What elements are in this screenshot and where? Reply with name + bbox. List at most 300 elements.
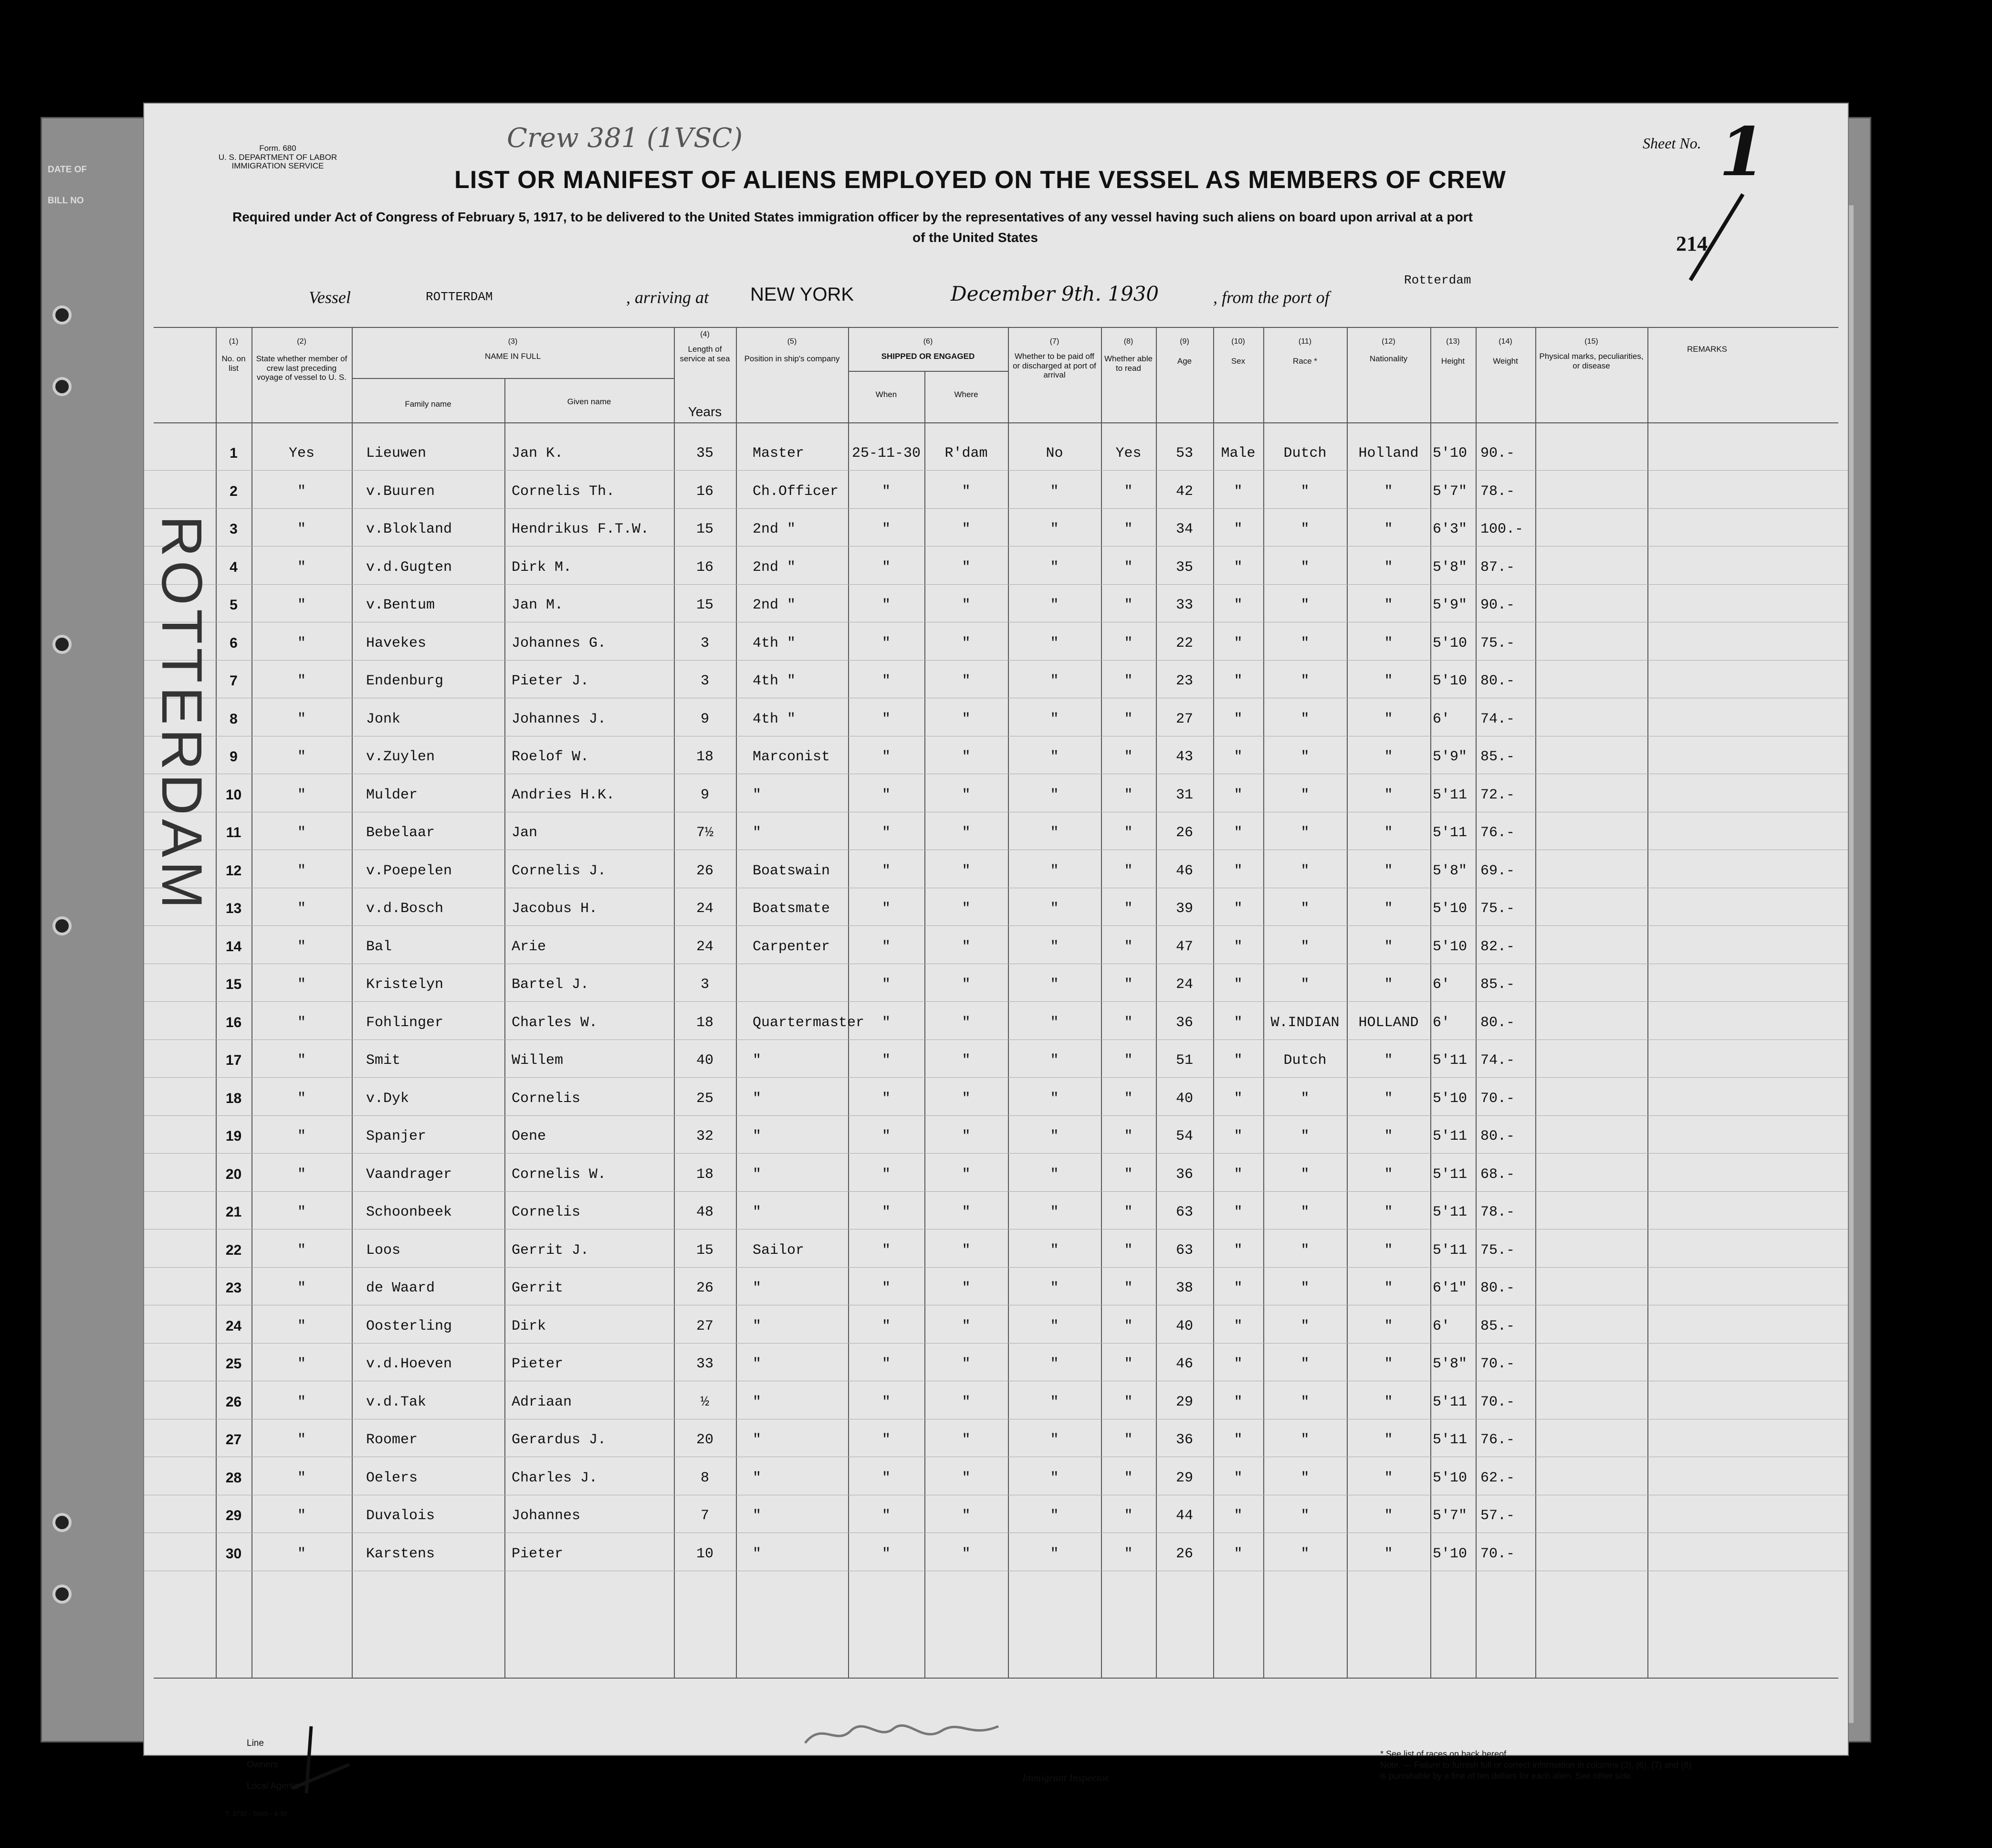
cell-position: Carpenter xyxy=(753,938,830,955)
cell-position: " xyxy=(753,1052,762,1069)
cell-race: " xyxy=(1300,1280,1310,1296)
cell-position: " xyxy=(753,787,762,803)
table-row xyxy=(144,1306,1848,1344)
col-header-no: No. on list xyxy=(221,354,246,373)
cell-weight: 76.- xyxy=(1480,825,1515,841)
cell-age: 44 xyxy=(1175,1508,1193,1524)
footer-note-failure: Note. — Failure to furnish full or correct information in columns (3), (6), (7) and (8) xyxy=(1380,1760,1692,1770)
cell-when: " xyxy=(881,1090,891,1107)
cell-weight: 80.- xyxy=(1480,1014,1515,1031)
table-row xyxy=(144,888,1848,926)
cell-years: 40 xyxy=(696,1052,713,1069)
punch-hole xyxy=(52,1513,72,1532)
cell-years: 48 xyxy=(696,1204,713,1220)
handwritten-annotation: Crew 381 (1VSC) xyxy=(507,123,743,154)
cell-no: 15 xyxy=(225,976,242,992)
cell-age: 42 xyxy=(1175,483,1193,500)
vessel-name: ROTTERDAM xyxy=(426,290,493,304)
cell-no: 3 xyxy=(230,521,238,537)
cell-where: " xyxy=(962,1204,971,1220)
cell-age: 22 xyxy=(1175,635,1193,651)
cell-height: 5'11 xyxy=(1433,1432,1468,1448)
cell-height: 5'11 xyxy=(1433,1052,1468,1069)
cell-race: " xyxy=(1300,1090,1310,1107)
cell-family: Oosterling xyxy=(366,1318,452,1334)
cell-where: " xyxy=(962,635,971,651)
cell-position: " xyxy=(753,1090,762,1107)
cell-where: " xyxy=(962,825,971,841)
cell-family: v.Dyk xyxy=(366,1090,409,1107)
cell-where: " xyxy=(962,1128,971,1144)
cell-age: 33 xyxy=(1175,597,1193,613)
cell-family: Endenburg xyxy=(366,673,444,689)
punch-hole xyxy=(52,1585,72,1604)
table-row xyxy=(144,433,1848,471)
cell-given: Roelof W. xyxy=(512,749,589,765)
cell-no: 14 xyxy=(225,938,242,955)
cell-years: 18 xyxy=(696,749,713,765)
cell-nat: " xyxy=(1384,1052,1393,1069)
manifest-title: LIST OR MANIFEST OF ALIENS EMPLOYED ON THE VESSEL AS MEMBERS OF CREW xyxy=(454,166,1506,194)
cell-no: 28 xyxy=(225,1470,242,1486)
cell-age: 31 xyxy=(1175,787,1193,803)
col-header-sex: Sex xyxy=(1231,357,1246,366)
cell-race: " xyxy=(1300,1166,1310,1183)
cell-paid: " xyxy=(1050,825,1059,841)
cell-read: " xyxy=(1124,749,1133,765)
inspector-label: Immigrant Inspector. xyxy=(1022,1772,1111,1784)
cell-race: " xyxy=(1300,1242,1310,1259)
cell-given: Cornelis Th. xyxy=(512,483,615,500)
side-label-bill: BILL NO xyxy=(48,196,84,206)
cell-read: " xyxy=(1124,559,1133,576)
cell-prev: " xyxy=(297,1508,306,1524)
cell-years: 20 xyxy=(696,1432,713,1448)
cell-prev: " xyxy=(297,1356,306,1372)
cell-read: " xyxy=(1124,1394,1133,1410)
cell-nat: Holland xyxy=(1358,445,1419,462)
table-row xyxy=(144,1458,1848,1495)
cell-years: 15 xyxy=(696,521,713,537)
table-row xyxy=(144,1154,1848,1192)
cell-paid: " xyxy=(1050,1545,1059,1562)
cell-family: Fohlinger xyxy=(366,1014,444,1031)
cell-nat: " xyxy=(1384,749,1393,765)
cell-family: v.Poepelen xyxy=(366,862,452,879)
form-service: IMMIGRATION SERVICE xyxy=(231,161,324,171)
table-row xyxy=(144,1495,1848,1533)
table-row xyxy=(144,1382,1848,1419)
cell-where: " xyxy=(962,483,971,500)
cell-given: Hendrikus F.T.W. xyxy=(512,521,650,537)
cell-where: " xyxy=(962,1545,971,1562)
cell-race: " xyxy=(1300,521,1310,537)
cell-race: " xyxy=(1300,938,1310,955)
col-header-race: Race * xyxy=(1292,357,1318,366)
cell-where: " xyxy=(962,1318,971,1334)
table-row xyxy=(144,1116,1848,1154)
cell-weight: 70.- xyxy=(1480,1545,1515,1562)
cell-no: 24 xyxy=(225,1318,242,1334)
cell-age: 51 xyxy=(1175,1052,1193,1069)
cell-nat: " xyxy=(1384,635,1393,651)
cell-read: " xyxy=(1124,1318,1133,1334)
cell-race: " xyxy=(1300,1318,1310,1334)
table-row xyxy=(144,1268,1848,1305)
cell-prev: " xyxy=(297,1470,306,1486)
cell-weight: 74.- xyxy=(1480,1052,1515,1069)
cell-read: " xyxy=(1124,1508,1133,1524)
table-row xyxy=(144,1192,1848,1229)
cell-race: " xyxy=(1300,711,1310,727)
cell-where: " xyxy=(962,787,971,803)
table-row xyxy=(144,1230,1848,1268)
cell-position: Master xyxy=(753,445,805,462)
cell-age: 23 xyxy=(1175,673,1193,689)
cell-no: 7 xyxy=(230,673,238,689)
cell-paid: " xyxy=(1050,483,1059,500)
cell-race: " xyxy=(1300,635,1310,651)
cell-when: " xyxy=(881,862,891,879)
cell-nat: HOLLAND xyxy=(1358,1014,1419,1031)
cell-position: 4th " xyxy=(753,635,796,651)
cell-prev: " xyxy=(297,635,306,651)
cell-where: " xyxy=(962,1356,971,1372)
cell-sex: " xyxy=(1234,1090,1243,1107)
cell-nat: " xyxy=(1384,787,1393,803)
col-header-paid-off: Whether to be paid off or discharged at port of arrival xyxy=(1013,352,1096,380)
cell-sex: " xyxy=(1234,1242,1243,1259)
cell-when: " xyxy=(881,559,891,576)
cell-given: Johannes J. xyxy=(512,711,607,727)
cell-given: Jacobus H. xyxy=(512,901,598,917)
cell-where: " xyxy=(962,862,971,879)
cell-when: " xyxy=(881,825,891,841)
cell-given: Andries H.K. xyxy=(512,787,615,803)
cell-paid: " xyxy=(1050,1470,1059,1486)
cell-height: 6' xyxy=(1433,1014,1450,1031)
port-stamp: ROTTERDAM xyxy=(150,515,214,913)
cell-no: 29 xyxy=(225,1508,242,1523)
cell-no: 5 xyxy=(230,597,238,613)
table-row xyxy=(144,509,1848,546)
cell-weight: 85.- xyxy=(1480,976,1515,993)
cell-prev: " xyxy=(297,976,306,993)
cell-age: 63 xyxy=(1175,1242,1193,1259)
cell-age: 29 xyxy=(1175,1394,1193,1410)
cell-no: 11 xyxy=(226,825,241,840)
cell-nat: " xyxy=(1384,1318,1393,1334)
cell-prev: " xyxy=(297,483,306,500)
cell-when: " xyxy=(881,1470,891,1486)
cell-position: Marconist xyxy=(753,749,830,765)
cell-nat: " xyxy=(1384,976,1393,993)
cell-sex: " xyxy=(1234,901,1243,917)
cell-read: Yes xyxy=(1115,445,1142,462)
cell-weight: 75.- xyxy=(1480,1242,1515,1259)
cell-read: " xyxy=(1124,521,1133,537)
cell-prev: " xyxy=(297,1280,306,1296)
cell-given: Adriaan xyxy=(512,1394,572,1410)
cell-race: " xyxy=(1300,1356,1310,1372)
cell-read: " xyxy=(1124,1166,1133,1183)
cell-nat: " xyxy=(1384,938,1393,955)
table-row xyxy=(144,926,1848,964)
cell-where: " xyxy=(962,976,971,993)
col-header-physical-marks: Physical marks, peculiarities, or disease xyxy=(1539,352,1644,370)
cell-where: " xyxy=(962,1394,971,1410)
cell-read: " xyxy=(1124,483,1133,500)
cell-height: 5'7" xyxy=(1433,483,1468,500)
arrival-date: December 9th. 1930 xyxy=(951,282,1159,305)
cell-height: 5'8" xyxy=(1433,1356,1468,1372)
cell-sex: " xyxy=(1234,1432,1243,1448)
cell-race: " xyxy=(1300,1394,1310,1410)
cell-no: 2 xyxy=(230,483,238,499)
cell-years: 35 xyxy=(696,445,713,462)
cell-when: " xyxy=(881,787,891,803)
cell-prev: " xyxy=(297,901,306,917)
cell-years: 3 xyxy=(700,635,709,651)
cell-read: " xyxy=(1124,1356,1133,1372)
side-label-date: DATE OF xyxy=(48,165,87,175)
cell-age: 36 xyxy=(1175,1166,1193,1183)
cell-sex: Male xyxy=(1221,445,1256,462)
cell-paid: " xyxy=(1050,938,1059,955)
cell-prev: " xyxy=(297,559,306,576)
cell-where: " xyxy=(962,1470,971,1486)
cell-race: " xyxy=(1300,1432,1310,1448)
cell-race: Dutch xyxy=(1283,445,1327,462)
cell-weight: 70.- xyxy=(1480,1090,1515,1107)
cell-race: " xyxy=(1300,483,1310,500)
cell-where: " xyxy=(962,1508,971,1524)
cell-where: " xyxy=(962,1052,971,1069)
vessel-label: Vessel xyxy=(309,288,351,307)
cell-read: " xyxy=(1124,1432,1133,1448)
cell-age: 26 xyxy=(1175,1545,1193,1562)
cell-position: " xyxy=(753,1470,762,1486)
cell-paid: " xyxy=(1050,1242,1059,1259)
cell-height: 5'10 xyxy=(1433,938,1468,955)
cell-sex: " xyxy=(1234,1052,1243,1069)
table-row xyxy=(144,1078,1848,1116)
cell-weight: 100.- xyxy=(1480,521,1524,537)
cell-where: " xyxy=(962,597,971,613)
cell-family: v.d.Hoeven xyxy=(366,1356,452,1372)
cell-sex: " xyxy=(1234,597,1243,613)
cell-given: Charles W. xyxy=(512,1014,598,1031)
cell-race: " xyxy=(1300,787,1310,803)
cell-sex: " xyxy=(1234,1166,1243,1183)
cell-race: " xyxy=(1300,1470,1310,1486)
cell-sex: " xyxy=(1234,938,1243,955)
cell-read: " xyxy=(1124,862,1133,879)
cell-read: " xyxy=(1124,976,1133,993)
cell-weight: 74.- xyxy=(1480,711,1515,727)
cell-family: Oelers xyxy=(366,1470,418,1486)
table-row xyxy=(144,812,1848,850)
cell-no: 1 xyxy=(230,445,238,461)
cell-given: Pieter xyxy=(512,1545,564,1562)
cell-prev: " xyxy=(297,711,306,727)
cell-position: " xyxy=(753,1394,762,1410)
cell-prev: " xyxy=(297,597,306,613)
cell-height: 5'11 xyxy=(1433,1394,1468,1410)
cell-where: " xyxy=(962,559,971,576)
form-code: T. 3732 - 5000 - 4-30 xyxy=(225,1810,287,1817)
cell-years: 32 xyxy=(696,1128,713,1144)
cell-where: " xyxy=(962,1432,971,1448)
manifest-subtitle-2: of the United States xyxy=(912,230,1038,245)
cell-age: 53 xyxy=(1175,445,1193,462)
col-header-service: Length of service at sea xyxy=(680,345,730,363)
cell-age: 29 xyxy=(1175,1470,1193,1486)
cell-weight: 70.- xyxy=(1480,1394,1515,1410)
cell-when: " xyxy=(881,673,891,689)
cell-years: 18 xyxy=(696,1166,713,1183)
punch-hole xyxy=(52,916,72,935)
cell-read: " xyxy=(1124,825,1133,841)
cell-race: " xyxy=(1300,1508,1310,1524)
cell-nat: " xyxy=(1384,1204,1393,1220)
cell-height: 5'11 xyxy=(1433,787,1468,803)
punch-hole xyxy=(52,377,72,396)
cell-age: 35 xyxy=(1175,559,1193,576)
cell-age: 43 xyxy=(1175,749,1193,765)
cell-read: " xyxy=(1124,1470,1133,1486)
cell-age: 63 xyxy=(1175,1204,1193,1220)
cell-years: 15 xyxy=(696,1242,713,1259)
table-row xyxy=(144,585,1848,622)
cell-weight: 75.- xyxy=(1480,901,1515,917)
cell-when: " xyxy=(881,1432,891,1448)
cell-nat: " xyxy=(1384,901,1393,917)
cell-years: 9 xyxy=(700,711,709,727)
cell-prev: " xyxy=(297,1166,306,1183)
cell-paid: No xyxy=(1046,445,1063,462)
cell-race: " xyxy=(1300,825,1310,841)
cell-weight: 76.- xyxy=(1480,1432,1515,1448)
cell-weight: 80.- xyxy=(1480,1280,1515,1296)
cell-when: " xyxy=(881,1052,891,1069)
cell-paid: " xyxy=(1050,1432,1059,1448)
cell-when: " xyxy=(881,1356,891,1372)
cell-years: 26 xyxy=(696,862,713,879)
cell-nat: " xyxy=(1384,711,1393,727)
cell-nat: " xyxy=(1384,1356,1393,1372)
col-header-nationality: Nationality xyxy=(1369,354,1408,363)
cell-height: 5'11 xyxy=(1433,1166,1468,1183)
cell-years: 27 xyxy=(696,1318,713,1334)
cell-nat: " xyxy=(1384,1166,1393,1183)
cell-prev: Yes xyxy=(288,445,315,462)
cell-weight: 78.- xyxy=(1480,483,1515,500)
cell-family: Bebelaar xyxy=(366,825,435,841)
cell-years: 9 xyxy=(700,787,709,803)
cell-age: 47 xyxy=(1175,938,1193,955)
col-header-height: Height xyxy=(1441,357,1465,366)
cell-family: Roomer xyxy=(366,1432,418,1448)
table-row xyxy=(144,1533,1848,1571)
cell-years: 16 xyxy=(696,483,713,500)
cell-years: 10 xyxy=(696,1545,713,1562)
cell-nat: " xyxy=(1384,1394,1393,1410)
cell-sex: " xyxy=(1234,673,1243,689)
table-row xyxy=(144,775,1848,812)
cell-read: " xyxy=(1124,901,1133,917)
col-header-where: Where xyxy=(954,390,978,399)
cell-height: 5'9" xyxy=(1433,749,1468,765)
footer-owners-label: Owners xyxy=(247,1760,278,1770)
cell-height: 6'3" xyxy=(1433,521,1468,537)
cell-years: 18 xyxy=(696,1014,713,1031)
cell-read: " xyxy=(1124,1128,1133,1144)
cell-position: Boatswain xyxy=(753,862,830,879)
cell-position: " xyxy=(753,1432,762,1448)
cell-given: Charles J. xyxy=(512,1470,598,1486)
cell-given: Cornelis J. xyxy=(512,862,607,879)
col-header-shipped: SHIPPED OR ENGAGED xyxy=(881,352,975,361)
cell-years: 7½ xyxy=(696,825,713,841)
cell-where: " xyxy=(962,938,971,955)
cell-where: " xyxy=(962,673,971,689)
cell-weight: 90.- xyxy=(1480,445,1515,462)
cell-prev: " xyxy=(297,1128,306,1144)
cell-age: 36 xyxy=(1175,1014,1193,1031)
cell-sex: " xyxy=(1234,711,1243,727)
cell-no: 17 xyxy=(225,1052,242,1068)
cell-sex: " xyxy=(1234,1014,1243,1031)
cell-nat: " xyxy=(1384,1508,1393,1524)
cell-nat: " xyxy=(1384,1280,1393,1296)
agent-checkmark xyxy=(283,1722,359,1803)
cell-nat: " xyxy=(1384,483,1393,500)
cell-height: 5'9" xyxy=(1433,597,1468,613)
cell-given: Dirk M. xyxy=(512,559,572,576)
cell-height: 5'8" xyxy=(1433,559,1468,576)
cell-position: " xyxy=(753,1166,762,1183)
cell-no: 13 xyxy=(225,901,242,916)
cell-height: 5'10 xyxy=(1433,1090,1468,1107)
from-label: , from the port of xyxy=(1213,288,1330,307)
table-row xyxy=(144,547,1848,585)
cell-height: 5'10 xyxy=(1433,901,1468,917)
cell-weight: 68.- xyxy=(1480,1166,1515,1183)
cell-family: Loos xyxy=(366,1242,401,1259)
cell-when: " xyxy=(881,1204,891,1220)
cell-paid: " xyxy=(1050,1318,1059,1334)
cell-sex: " xyxy=(1234,825,1243,841)
cell-where: " xyxy=(962,1242,971,1259)
cell-position: 4th " xyxy=(753,711,796,727)
cell-race: " xyxy=(1300,1204,1310,1220)
cell-age: 54 xyxy=(1175,1128,1193,1144)
cell-years: 3 xyxy=(700,673,709,689)
cell-when: " xyxy=(881,901,891,917)
form-header xyxy=(206,144,349,171)
cell-years: 24 xyxy=(696,938,713,955)
cell-read: " xyxy=(1124,1090,1133,1107)
cell-no: 10 xyxy=(225,787,242,803)
cell-where: " xyxy=(962,711,971,727)
cell-no: 30 xyxy=(225,1545,242,1562)
cell-paid: " xyxy=(1050,1356,1059,1372)
col-header-family-name: Family name xyxy=(405,399,451,409)
cell-where: " xyxy=(962,1090,971,1107)
cell-race: " xyxy=(1300,1128,1310,1144)
cell-position: Boatsmate xyxy=(753,901,830,917)
